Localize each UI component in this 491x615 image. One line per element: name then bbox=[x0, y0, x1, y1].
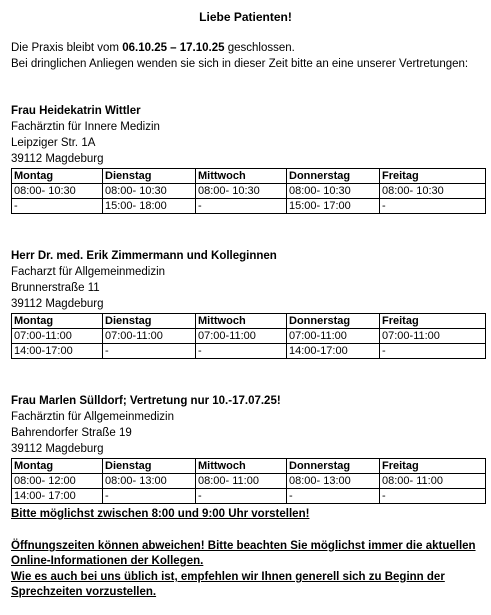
notice-title: Liebe Patienten! bbox=[199, 10, 292, 24]
hours-cell: 08:00- 10:30 bbox=[196, 184, 287, 199]
hours-cell: - bbox=[103, 489, 196, 504]
hours-table bbox=[11, 313, 486, 359]
doctor-street: Bahrendorfer Straße 19 bbox=[11, 427, 132, 439]
hours-cell: - bbox=[196, 199, 287, 214]
table-row bbox=[12, 344, 486, 359]
hours-cell: - bbox=[196, 489, 287, 504]
hours-cell: 15:00- 17:00 bbox=[287, 199, 380, 214]
day-header: Donnerstag bbox=[287, 314, 380, 329]
hours-cell: 07:00-11:00 bbox=[287, 329, 380, 344]
hours-warning-line-1: Öffnungszeiten können abweichen! Bitte beachten Sie möglichst immer die aktuellen bbox=[11, 540, 476, 552]
hours-cell: 07:00-11:00 bbox=[12, 329, 103, 344]
urgent-line: Bei dringlichen Anliegen wenden sie sich in dieser Zeit bitte an eine unserer Vertretungen: bbox=[11, 58, 469, 70]
introduce-note: Bitte möglichst zwischen 8:00 und 9:00 Uhr vorstellen! bbox=[11, 508, 310, 520]
day-header: Freitag bbox=[380, 459, 486, 474]
table-row bbox=[12, 329, 486, 344]
hours-table bbox=[11, 168, 486, 214]
table-row bbox=[12, 199, 486, 214]
hours-cell: 14:00- 17:00 bbox=[12, 489, 103, 504]
hours-cell: 08:00- 10:30 bbox=[380, 184, 486, 199]
table-row bbox=[12, 489, 486, 504]
hours-cell: 14:00-17:00 bbox=[12, 344, 103, 359]
doctor-name: Frau Heidekatrin Wittler bbox=[11, 105, 141, 117]
day-header: Montag bbox=[12, 169, 103, 184]
hours-cell: - bbox=[12, 199, 103, 214]
hours-cell: - bbox=[287, 489, 380, 504]
hours-cell: - bbox=[196, 344, 287, 359]
hours-cell: 08:00- 10:30 bbox=[287, 184, 380, 199]
doctor-name: Herr Dr. med. Erik Zimmermann und Kolleginnen bbox=[11, 250, 277, 262]
table-row bbox=[12, 474, 486, 489]
day-header: Mittwoch bbox=[196, 169, 287, 184]
day-header: Montag bbox=[12, 459, 103, 474]
hours-warning-line-2: Online-Informationen der Kollegen. bbox=[11, 555, 204, 567]
hours-table bbox=[11, 458, 486, 504]
day-header: Donnerstag bbox=[287, 169, 380, 184]
doctor-city: 39112 Magdeburg bbox=[11, 443, 104, 455]
day-header: Donnerstag bbox=[287, 459, 380, 474]
hours-cell: 08:00- 10:30 bbox=[103, 184, 196, 199]
hours-cell: 08:00- 10:30 bbox=[12, 184, 103, 199]
day-header: Freitag bbox=[380, 169, 486, 184]
day-header: Dienstag bbox=[103, 314, 196, 329]
hours-cell: - bbox=[380, 489, 486, 504]
hours-cell: 08:00- 11:00 bbox=[380, 474, 486, 489]
day-header: Dienstag bbox=[103, 169, 196, 184]
hours-cell: 07:00-11:00 bbox=[380, 329, 486, 344]
hours-cell: 07:00-11:00 bbox=[196, 329, 287, 344]
day-header: Dienstag bbox=[103, 459, 196, 474]
day-header: Freitag bbox=[380, 314, 486, 329]
hours-cell: - bbox=[103, 344, 196, 359]
doctor-street: Brunnerstraße 11 bbox=[11, 282, 100, 294]
hours-cell: 08:00- 12:00 bbox=[12, 474, 103, 489]
day-header: Mittwoch bbox=[196, 459, 287, 474]
hours-cell: 08:00- 11:00 bbox=[196, 474, 287, 489]
doctor-specialty: Facharzt für Allgemeinmedizin bbox=[11, 266, 166, 278]
hours-cell: - bbox=[380, 199, 486, 214]
hours-cell: 14:00-17:00 bbox=[287, 344, 380, 359]
closed-dates: 06.10.25 – 17.10.25 bbox=[122, 42, 225, 54]
hours-cell: 08:00- 13:00 bbox=[103, 474, 196, 489]
hours-cell: - bbox=[380, 344, 486, 359]
doctor-specialty: Fachärztin für Allgemeinmedizin bbox=[11, 411, 174, 423]
doctor-name: Frau Marlen Sülldorf; Vertretung nur 10.-17.07.25! bbox=[11, 395, 281, 407]
closed-notice bbox=[11, 41, 295, 56]
hours-cell: 07:00-11:00 bbox=[103, 329, 196, 344]
closed-prefix: Die Praxis bleibt vom bbox=[11, 42, 123, 54]
hours-cell: 08:00- 13:00 bbox=[287, 474, 380, 489]
doctor-specialty: Fachärztin für Innere Medizin bbox=[11, 121, 160, 133]
early-arrival-line-2: Sprechzeiten vorzustellen. bbox=[11, 586, 157, 598]
day-header: Montag bbox=[12, 314, 103, 329]
hours-cell: 15:00- 18:00 bbox=[103, 199, 196, 214]
day-header: Mittwoch bbox=[196, 314, 287, 329]
table-header-row bbox=[12, 169, 486, 184]
early-arrival-line-1: Wie es auch bei uns üblich ist, empfehlen wir Ihnen generell sich zu Beginn der bbox=[11, 571, 445, 583]
doctor-street: Leipziger Str. 1A bbox=[11, 137, 96, 149]
doctor-city: 39112 Magdeburg bbox=[11, 298, 104, 310]
doctor-city: 39112 Magdeburg bbox=[11, 153, 104, 165]
closed-suffix: geschlossen. bbox=[224, 42, 295, 54]
table-row bbox=[12, 184, 486, 199]
table-header-row bbox=[12, 314, 486, 329]
table-header-row bbox=[12, 459, 486, 474]
